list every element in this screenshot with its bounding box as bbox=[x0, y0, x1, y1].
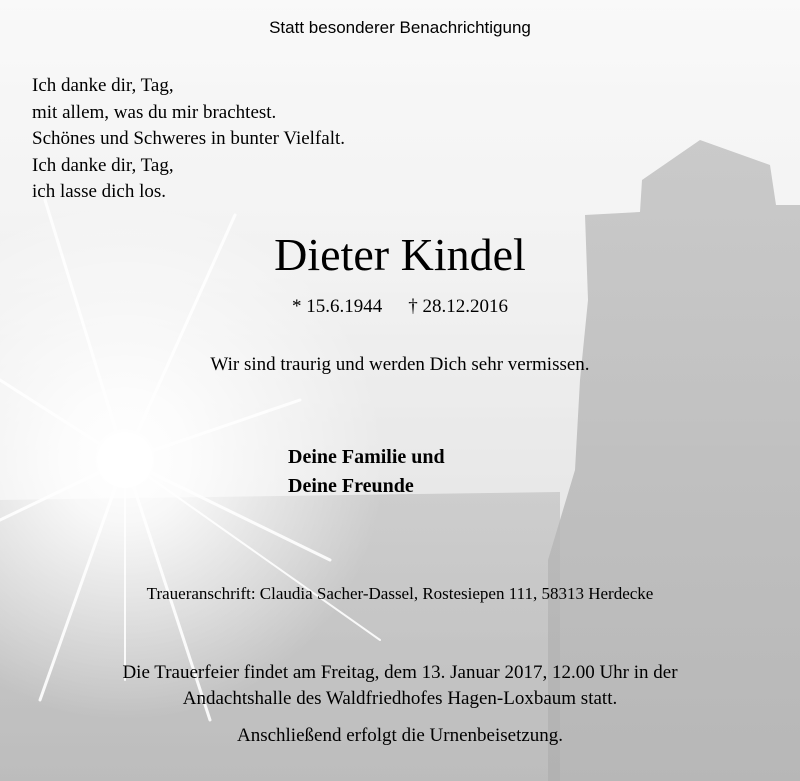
poem-line: ich lasse dich los. bbox=[32, 181, 167, 202]
poem-line: Schönes und Schweres in bunter Vielfalt. bbox=[32, 128, 345, 149]
life-dates bbox=[0, 296, 800, 318]
poem bbox=[32, 73, 345, 206]
notice-header: Statt besonderer Benachrichtigung bbox=[269, 18, 531, 37]
signature bbox=[288, 443, 445, 501]
signature-line: Deine Familie und bbox=[288, 446, 445, 468]
condolence-message: Wir sind traurig und werden Dich sehr vermissen. bbox=[210, 354, 590, 375]
poem-line: Ich danke dir, Tag, bbox=[32, 154, 174, 176]
deceased-name: Dieter Kindel bbox=[274, 229, 526, 280]
funeral-service-info bbox=[0, 660, 800, 712]
poem-line: Ich danke dir, Tag, bbox=[32, 75, 174, 96]
service-line: Andachtshalle des Waldfriedhofes Hagen-Loxbaum statt. bbox=[182, 688, 618, 709]
death-date: † 28.12.2016 bbox=[408, 296, 508, 317]
service-line: Die Trauerfeier findet am Freitag, dem 13. Januar 2017, 12.00 Uhr in der bbox=[122, 662, 678, 683]
poem-line: mit allem, was du mir brachtest. bbox=[32, 101, 277, 123]
signature-line: Deine Freunde bbox=[288, 475, 414, 497]
urn-burial-note: Anschließend erfolgt die Urnenbeisetzung. bbox=[236, 725, 564, 746]
birth-date: * 15.6.1944 bbox=[292, 296, 383, 317]
mourning-address: Traueranschrift: Claudia Sacher-Dassel, Rostesiepen 111, 58313 Herdecke bbox=[146, 584, 654, 603]
